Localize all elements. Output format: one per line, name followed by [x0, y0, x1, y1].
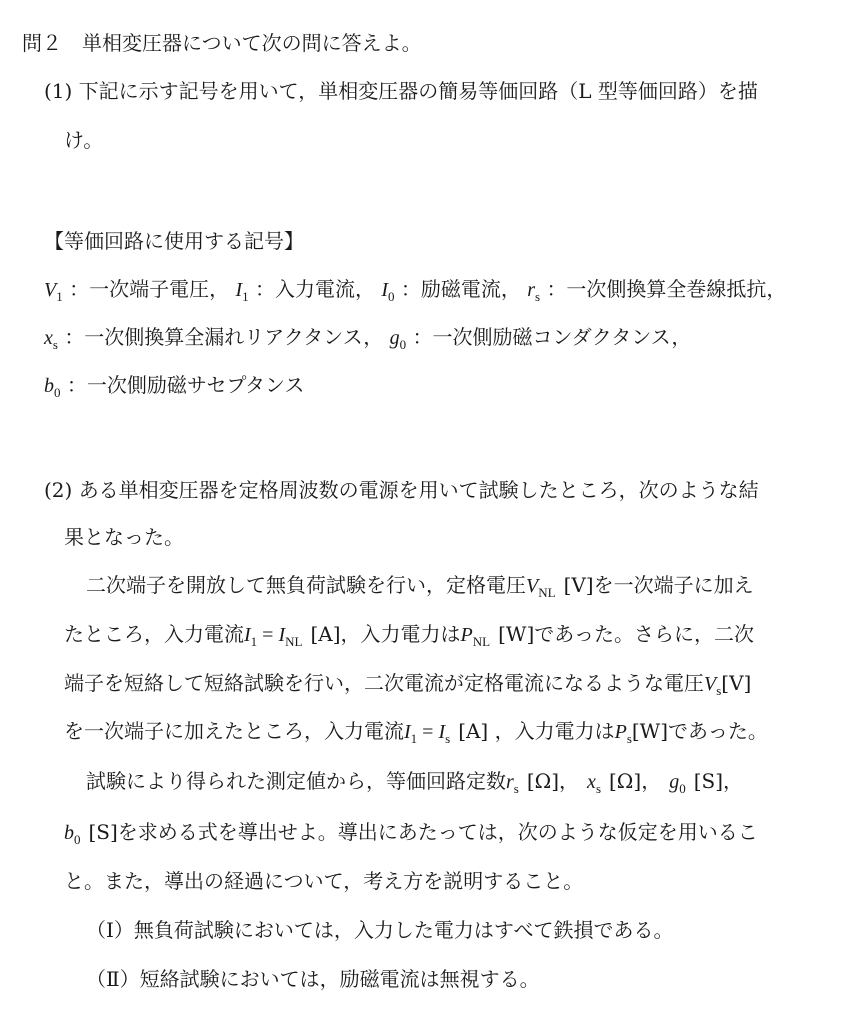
- sym-b0: $b_0$: [44, 375, 61, 400]
- symbol-row-1: $V_1$ ：一次端子電圧， $I_1$ ：入力電流， $I_0$ ：励磁電流， $r_s$ ：一次側換算全巻線抵抗，: [44, 277, 787, 304]
- sym-g0-2: $g_0$: [669, 771, 686, 796]
- part1-line2: け。: [64, 128, 104, 152]
- sym-Ps: $P_s$: [614, 721, 632, 746]
- sym-Vs: $V_s$: [704, 673, 722, 698]
- sym-VNL: $V_{NL}$: [526, 575, 556, 600]
- assumption-1: （Ⅰ）無負荷試験においては，入力した電力はすべて鉄損である。: [86, 918, 674, 942]
- part2-line6: を一次端子に加えたところ，入力電流$I_1 = I_s$ [A] ，入力電力は$P_s[W]$であった。: [64, 719, 768, 746]
- sym-I1: $I_1$: [235, 279, 249, 304]
- eq-I1-Is: $I_1 = I_s$: [404, 721, 451, 746]
- part2-line3: 二次端子を開放して無負荷試験を行い，定格電圧$V_{NL}$ [V]を一次端子に加え: [86, 573, 754, 600]
- sym-V1: $V_1$: [44, 279, 63, 304]
- sym-rs: $r_s$: [527, 279, 541, 304]
- part2-line8: $b_0$ [S]を求める式を導出せよ。導出にあたっては，次のような仮定を用いるこ: [64, 820, 758, 847]
- part2-line5: 端子を短絡して短絡試験を行い，二次電流が定格電流になるような電圧$V_s[V]$: [64, 671, 752, 698]
- sym-rs-2: $r_s$: [506, 771, 519, 796]
- eq-I1-INL: $I_1 = I_{NL}$: [244, 624, 303, 649]
- symbol-header: 【等価回路に使用する記号】: [44, 229, 304, 253]
- symbol-row-2: $x_s$ ：一次側換算全漏れリアクタンス， $g_0$ ：一次側励磁コンダクタンス，: [44, 325, 692, 352]
- sym-I0: $I_0$: [381, 279, 395, 304]
- part1-line1: (1) 下記に示す記号を用いて，単相変圧器の簡易等価回路（L 型等価回路）を描: [44, 79, 758, 103]
- part2-line4: たところ，入力電流$I_1 = I_{NL}$ [A]，入力電力は$P_{NL}$ [W]であった。さらに，二次: [64, 622, 755, 649]
- part2-line7: 試験により得られた測定値から，等価回路定数$r_s$ [Ω]， $x_s$ [Ω]， $g_0$ [S]，: [86, 769, 743, 796]
- assumption-2: （Ⅱ）短絡試験においては，励磁電流は無視する。: [86, 967, 540, 991]
- sym-g0: $g_0$: [389, 327, 407, 352]
- part2-line2: 果となった。: [64, 525, 184, 549]
- part2-line9: と。また，導出の経過について，考え方を説明すること。: [64, 869, 584, 893]
- question-title: 問２ 単相変圧器について次の問に答えよ。: [22, 31, 422, 55]
- sym-b0-2: $b_0$: [64, 822, 81, 847]
- part2-line1: (2) ある単相変圧器を定格周波数の電源を用いて試験したところ，次のような結: [44, 478, 759, 502]
- sym-PNL: $P_{NL}$: [460, 624, 491, 649]
- sym-xs: $x_s$: [44, 327, 58, 352]
- symbol-row-3: $b_0$ ：一次側励磁サセプタンス: [44, 373, 305, 400]
- sym-xs-2: $x_s$: [587, 771, 601, 796]
